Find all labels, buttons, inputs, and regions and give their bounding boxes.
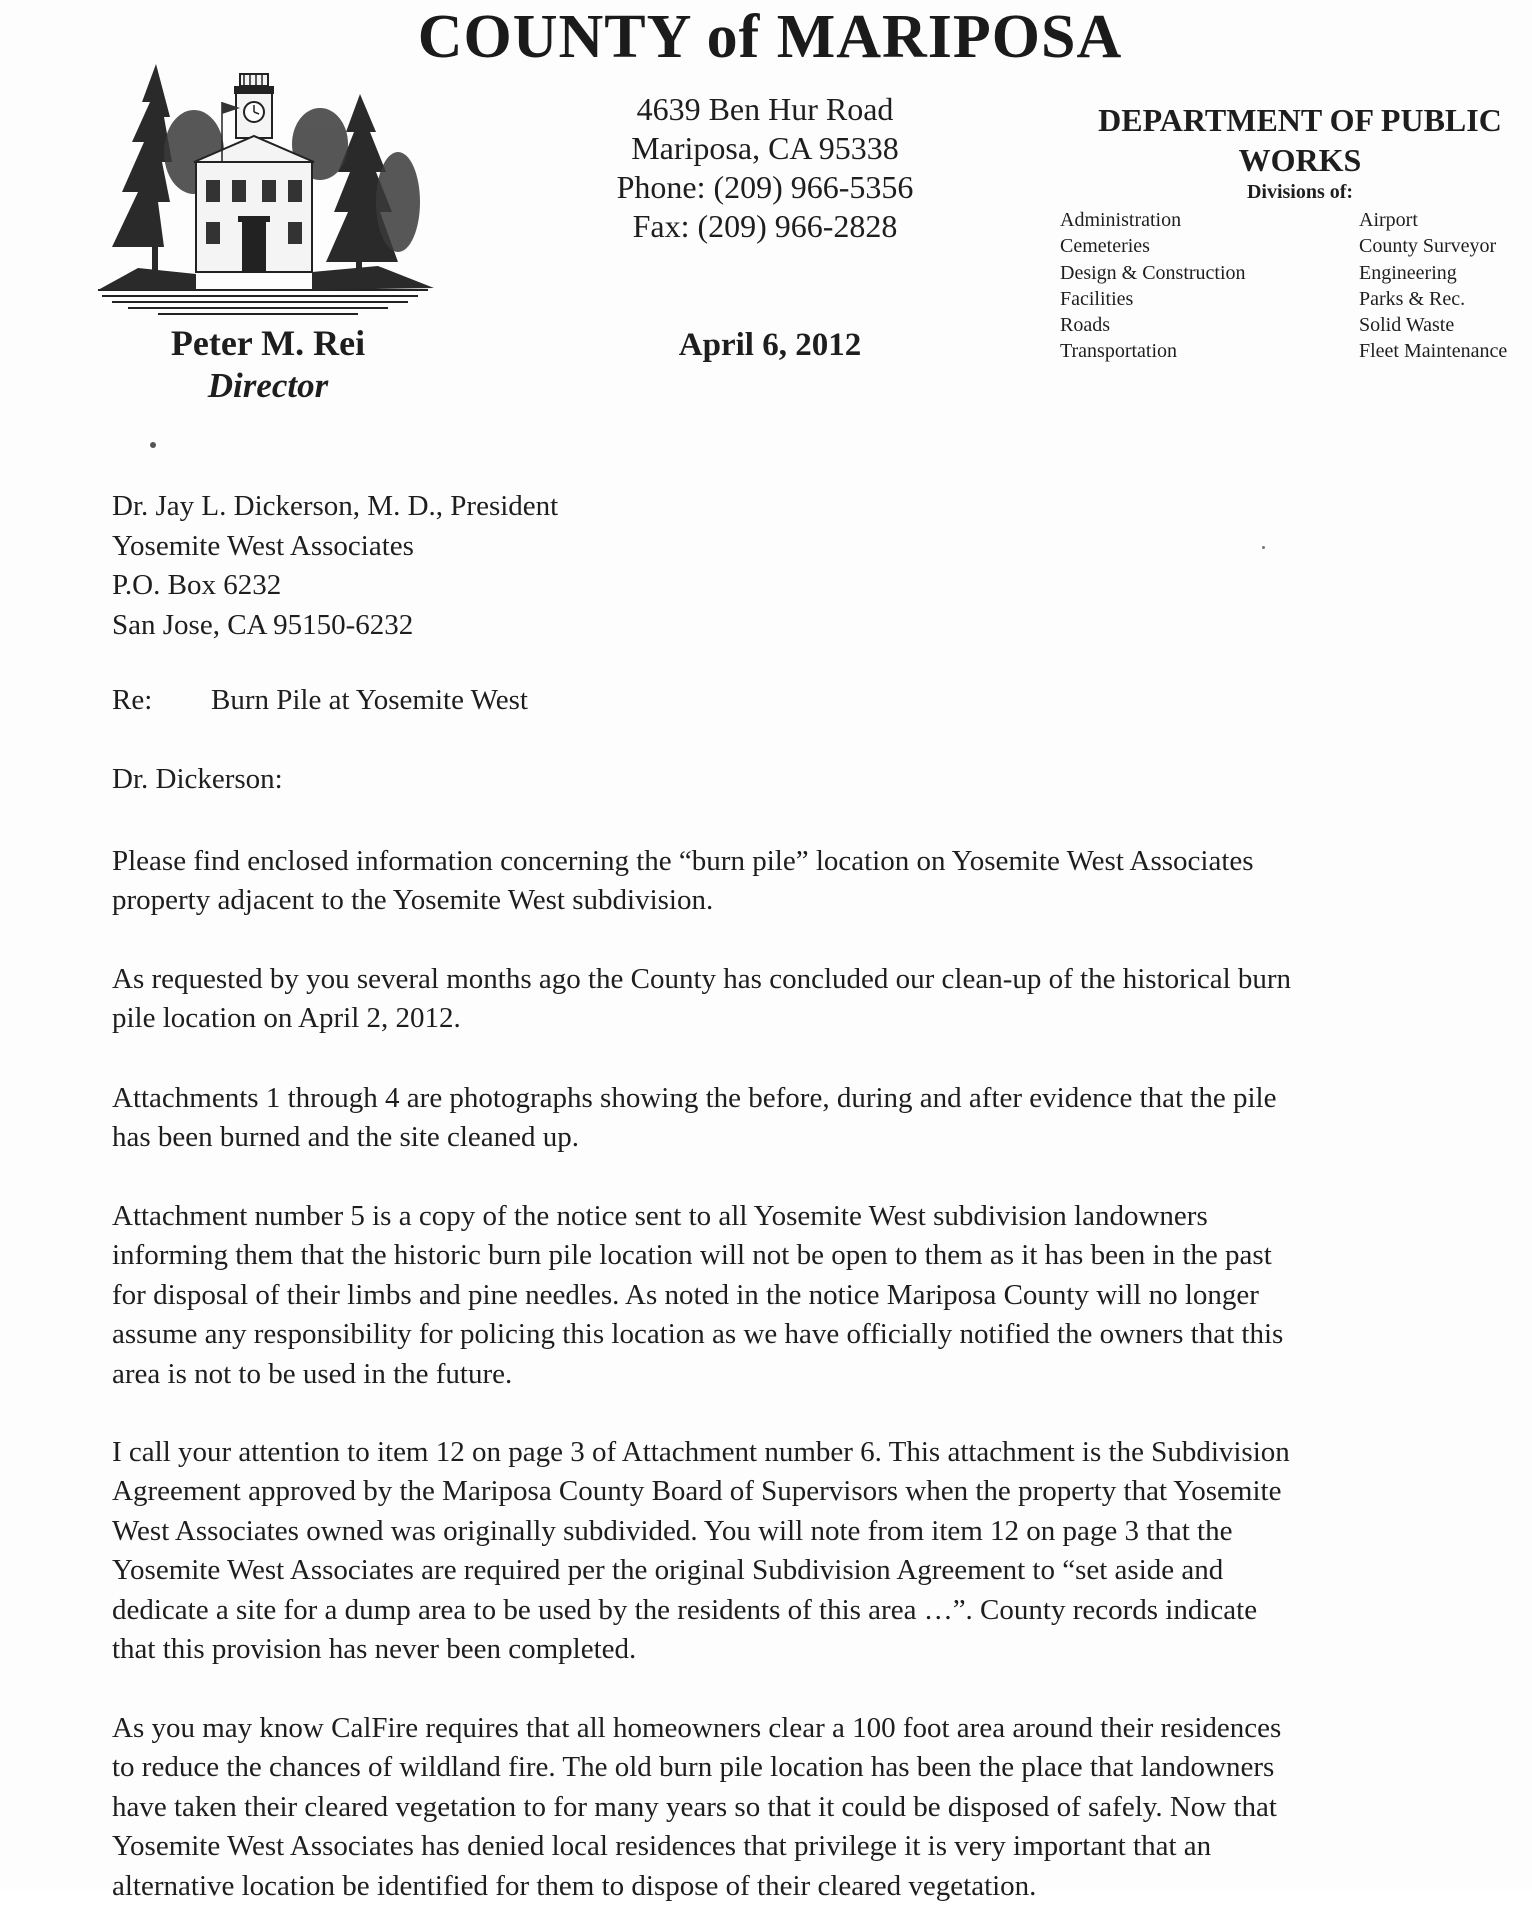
paragraph-line: Attachments 1 through 4 are photographs showing the before, during and after evidence that the pile bbox=[112, 1082, 1277, 1114]
division-item: Transportation bbox=[1060, 340, 1178, 363]
paragraph-line: Yosemite West Associates has denied local residences that privilege it is very important that an bbox=[112, 1830, 1212, 1863]
recipient-name: Dr. Jay L. Dickerson, M. D., President bbox=[112, 490, 559, 522]
body-paragraph bbox=[112, 1079, 1482, 1158]
scan-speck bbox=[1262, 546, 1265, 549]
paragraph-line: for disposal of their limbs and pine needles. As noted in the notice Mariposa County will no longer bbox=[112, 1278, 1259, 1311]
paragraph-line: have taken their cleared vegetation to for many years so that it could be disposed of safely. Now that bbox=[112, 1790, 1277, 1823]
department-name-line1: DEPARTMENT OF PUBLIC bbox=[1098, 102, 1502, 138]
divisions-heading: Divisions of: bbox=[1246, 181, 1354, 203]
division-item: Roads bbox=[1060, 314, 1110, 337]
division-item: County Surveyor bbox=[1359, 235, 1497, 258]
department-name-line2: WORKS bbox=[1238, 142, 1362, 178]
body-paragraph bbox=[112, 960, 1482, 1039]
paragraph-line: area is not to be used in the future. bbox=[112, 1357, 513, 1390]
paragraph-line: informing them that the historic burn pile location will not be open to them as it has been in the past bbox=[112, 1239, 1272, 1272]
division-item: Fleet Maintenance bbox=[1359, 340, 1508, 363]
recipient-organization: Yosemite West Associates bbox=[112, 529, 414, 562]
divisions-left-column bbox=[1060, 207, 1246, 365]
paragraph-line: assume any responsibility for policing this location as we have officially notified the owners that this bbox=[112, 1318, 1284, 1351]
scan-speck bbox=[150, 442, 156, 448]
director-title: Director bbox=[207, 366, 329, 405]
division-item: Solid Waste bbox=[1359, 314, 1455, 337]
subject-label: Re: bbox=[112, 684, 153, 716]
division-item: Airport bbox=[1359, 209, 1418, 231]
paragraph-line: Attachment number 5 is a copy of the notice sent to all Yosemite West subdivision landowners bbox=[112, 1200, 1208, 1232]
recipient-city: San Jose, CA 95150-6232 bbox=[112, 608, 414, 641]
department-name bbox=[1070, 100, 1530, 180]
body-paragraph bbox=[112, 1197, 1482, 1394]
recipient-po-box: P.O. Box 6232 bbox=[112, 569, 282, 601]
division-item: Engineering bbox=[1359, 261, 1457, 284]
address-city: Mariposa, CA 95338 bbox=[631, 130, 899, 166]
county-address-block bbox=[580, 90, 950, 246]
recipient-address-block bbox=[112, 487, 558, 645]
paragraph-line: Please find enclosed information concerning the “burn pile” location on Yosemite West Associates bbox=[112, 845, 1254, 877]
courthouse-seal-image bbox=[98, 62, 438, 324]
paragraph-line: As requested by you several months ago the County has concluded our clean-up of the historical burn bbox=[112, 963, 1292, 995]
paragraph-line: pile location on April 2, 2012. bbox=[112, 1002, 461, 1035]
county-title: COUNTY of MARIPOSA bbox=[417, 3, 1123, 71]
director-name: Peter M. Rei bbox=[170, 323, 366, 363]
division-item: Administration bbox=[1060, 209, 1182, 231]
division-item: Facilities bbox=[1060, 287, 1134, 310]
body-paragraph bbox=[112, 1709, 1482, 1906]
address-fax: Fax: (209) 966-2828 bbox=[632, 208, 898, 244]
paragraph-line: that this provision has never been completed. bbox=[112, 1633, 637, 1666]
letter-date: April 6, 2012 bbox=[678, 327, 862, 363]
division-item: Design & Construction bbox=[1060, 261, 1246, 284]
paragraph-line: has been burned and the site cleaned up. bbox=[112, 1121, 580, 1154]
division-item: Parks & Rec. bbox=[1359, 287, 1466, 310]
body-paragraph bbox=[112, 842, 1482, 921]
subject-text: Burn Pile at Yosemite West bbox=[211, 684, 528, 716]
paragraph-line: I call your attention to item 12 on page 3 of Attachment number 6. This attachment is the Subdivision bbox=[112, 1436, 1290, 1468]
paragraph-line: West Associates owned was originally subdivided. You will note from item 12 on page 3 that the bbox=[112, 1514, 1233, 1547]
address-street: 4639 Ben Hur Road bbox=[636, 91, 894, 127]
paragraph-line: Yosemite West Associates are required per the original Subdivision Agreement to “set aside and bbox=[112, 1554, 1224, 1587]
divisions-right-column bbox=[1359, 207, 1507, 365]
paragraph-line: Agreement approved by the Mariposa County Board of Supervisors when the property that Yosemite bbox=[112, 1475, 1282, 1508]
paragraph-line: As you may know CalFire requires that all homeowners clear a 100 foot area around their residences bbox=[112, 1712, 1282, 1744]
subject-line bbox=[112, 684, 528, 717]
paragraph-line: alternative location be identified for them to dispose of their cleared vegetation. bbox=[112, 1869, 1037, 1902]
paragraph-line: dedicate a site for a dump area to be used by the residents of this area …”. County records indicate bbox=[112, 1593, 1258, 1626]
paragraph-line: property adjacent to the Yosemite West subdivision. bbox=[112, 884, 714, 917]
address-phone: Phone: (209) 966-5356 bbox=[616, 169, 914, 205]
salutation: Dr. Dickerson: bbox=[112, 763, 283, 795]
paragraph-line: to reduce the chances of wildland fire. The old burn pile location has been the place that landowners bbox=[112, 1751, 1275, 1784]
division-item: Cemeteries bbox=[1060, 235, 1150, 258]
body-paragraph bbox=[112, 1433, 1482, 1669]
